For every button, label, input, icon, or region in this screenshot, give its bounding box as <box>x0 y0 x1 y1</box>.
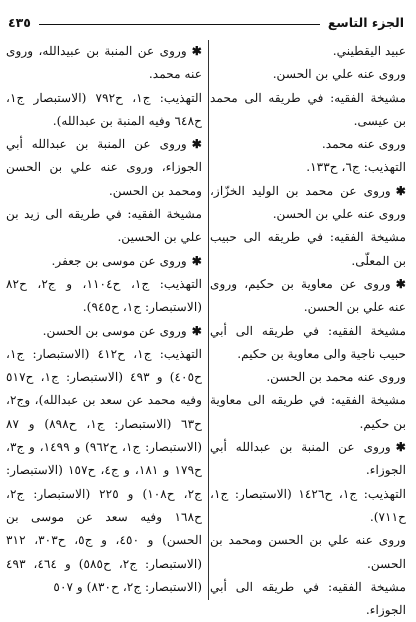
paragraph <box>210 87 406 134</box>
paragraph <box>6 343 202 599</box>
paragraph <box>6 250 202 273</box>
paragraph-text: وروى عن المنبة بن عبيدالله، وروى عنه محمد. <box>6 44 202 82</box>
paragraph <box>210 40 406 63</box>
star-marker-icon: ✱ <box>191 323 202 338</box>
paragraph <box>210 156 406 179</box>
paragraph-text: مشيخة الفقيه: في طريقه الى أبي حبيب ناجية والى معاوية بن حكيم. <box>210 323 406 361</box>
left-column <box>6 40 202 605</box>
paragraph-text: التهذيب: ج١، ح١٤٢٦ (الاستبصار: ج١، ح٧١١). <box>210 486 406 524</box>
page-header <box>8 10 404 34</box>
star-marker-icon: ✱ <box>395 440 406 455</box>
paragraph-text: التهذيب: ج١، ح١١٠٤، و ج٢، ح٨٢ (الاستبصار: ج١، ح٩٤٥). <box>6 276 202 315</box>
paragraph-text: وروى عن محمد بن الوليد الخزّاز، وروى عنه علي بن الحسن. <box>210 183 406 222</box>
star-marker-icon: ✱ <box>395 183 406 198</box>
paragraph-text: وروى عنه علي بن الحسن. <box>272 67 406 82</box>
paragraph-text: مشيخة الفقيه: في طريقه الى زيد بن علي بن الحسين. <box>6 207 202 245</box>
paragraph <box>210 436 406 483</box>
paragraph <box>210 320 406 367</box>
paragraph <box>210 273 406 320</box>
star-marker-icon: ✱ <box>191 253 202 268</box>
paragraph-text: وروى عن المنبة بن عبدالله أبي الجوزاء، وروى عنه علي بن الحسن ومحمد بن الحسن. <box>6 137 202 198</box>
paragraph <box>210 133 406 156</box>
star-marker-icon: ✱ <box>191 44 202 58</box>
paragraph-text: عبيد اليقطيني. <box>332 44 406 58</box>
running-title: الجزء التاسع <box>327 14 404 30</box>
paragraph <box>210 366 406 389</box>
page-number: ٤٣٥ <box>8 14 31 30</box>
paragraph-text: وروى عن موسى بن جعفر. <box>51 253 187 268</box>
paragraph-text: وروى عنه محمد بن الحسن. <box>266 370 406 385</box>
paragraph-text: التهذيب: ج١، ح٤١٢ (الاستبصار: ج١، ح٤٠٥) و ٤٩٣ (الاستبصار: ج١، ح٥١٧ وفيه محمد عن سعد بن عبدالله)، وج٢، ح٦٣ (الاستبصار: ج١، ح٨٩٨) و ٨٧ (الاستبصار: ج١، ح٩٦٢) و ١٤٩٩، و ج٣، ح١٧٩ و ١٨١، و ج٤، ح١٥٧ (الاستبصار: ج٢، ح١٠٨) و ٢٢٥ (الاستبصار: ج٢، ح١٦٨ وفيه سعد عن موسى بن الحسن) و ٤٥٠، و ج٥، ح٣٠٣، ٣١٢ (الاستبصار: ج٢، ح٥٨٥) و ٤٦٤، ٤٩٣ (الاستبصار: ج٢، ح٨٣٠) و ٥٠٧ <box>6 346 202 594</box>
paragraph-text: التهذيب: ج٦، ح١٣٣. <box>306 160 406 175</box>
paragraph <box>6 87 202 134</box>
paragraph-text: مشيخة الفقيه: في طريقه الى حبيب بن المعلّى. <box>210 230 406 268</box>
paragraph <box>210 576 406 622</box>
paragraph-text: مشيخة الفقيه: في طريقه الى أبي الجوزاء. <box>210 579 406 618</box>
star-marker-icon: ✱ <box>191 137 202 152</box>
paragraph <box>6 320 202 343</box>
paragraph-text: مشيخة الفقيه: في طريقه الى معاوية بن حكيم. <box>210 393 406 431</box>
star-marker-icon: ✱ <box>395 276 406 291</box>
paragraph <box>210 389 406 436</box>
column-divider <box>208 40 209 600</box>
paragraph-text: مشيخة الفقيه: في طريقه الى محمد بن عيسى. <box>210 90 406 128</box>
paragraph <box>6 133 202 203</box>
paragraph-text: وروى عنه محمد. <box>321 137 406 152</box>
paragraph <box>210 63 406 86</box>
paragraph <box>6 40 202 87</box>
paragraph-text: التهذيب: ج١، ح٧٩٢ (الاستبصار ج١، ح٦٤٨ وفيه المنبة بن عبدالله). <box>6 90 202 128</box>
right-column <box>210 40 406 618</box>
paragraph-text: وروى عنه علي بن الحسن ومحمد بن الحسن. <box>210 533 406 571</box>
header-rule <box>39 24 320 25</box>
paragraph <box>6 203 202 250</box>
paragraph-text: وروى عن المنبة بن عبدالله أبي الجوزاء. <box>210 440 406 478</box>
paragraph <box>210 483 406 530</box>
paragraph <box>210 226 406 273</box>
paragraph-text: وروى عن معاوية بن حكيم، وروى عنه علي بن الحسن. <box>210 276 406 315</box>
paragraph <box>210 180 406 227</box>
paragraph-text: وروى عن موسى بن الحسن. <box>42 323 187 338</box>
paragraph <box>210 529 406 576</box>
paragraph <box>6 273 202 320</box>
